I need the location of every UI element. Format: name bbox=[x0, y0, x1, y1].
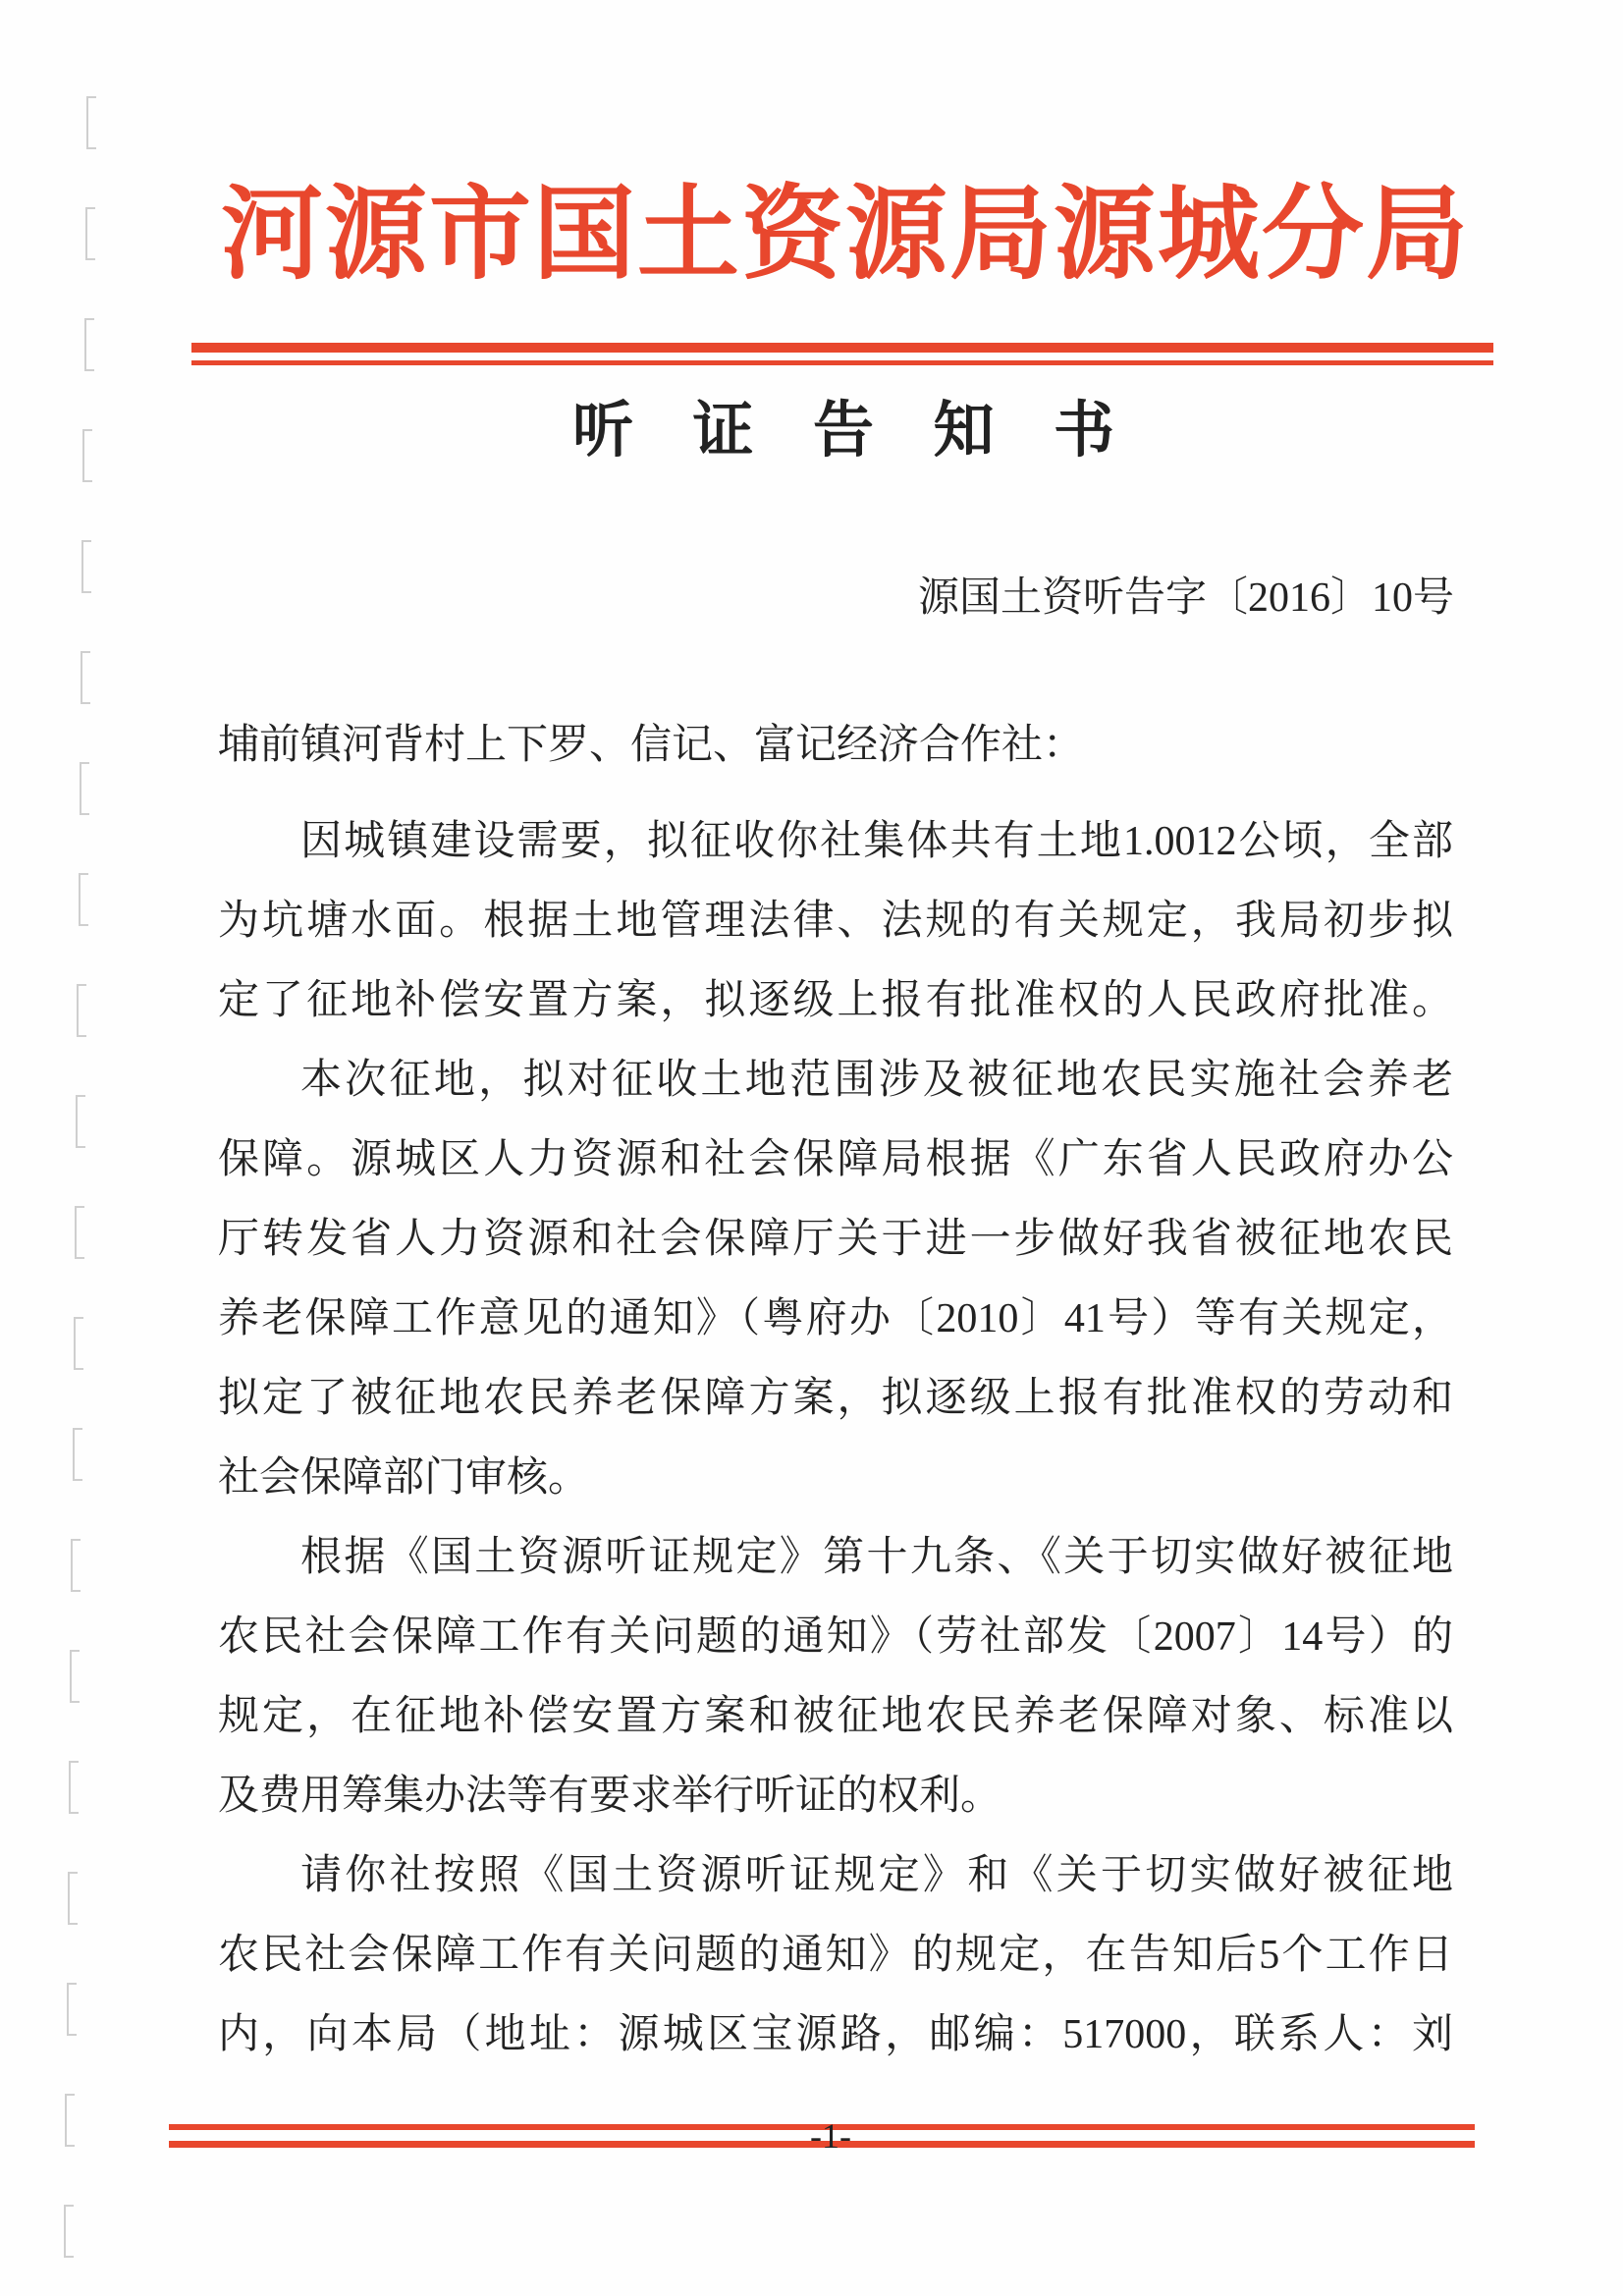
paragraph-line: 及费用筹集办法等有要求举行听证的权利。 bbox=[218, 1774, 1002, 1819]
paragraph-3 bbox=[218, 1518, 1453, 1836]
paragraph-line: 厅转发省人力资源和社会保障厅关于进一步做好我省被征地农民 bbox=[218, 1217, 1453, 1262]
binding-mark bbox=[64, 2205, 74, 2258]
paragraph-line: 农民社会保障工作有关问题的通知》的规定，在告知后5个工作日 bbox=[218, 1933, 1453, 1978]
paragraph-line: 为坑塘水面。根据土地管理法律、法规的有关规定，我局初步拟 bbox=[218, 899, 1453, 944]
page-number: -1- bbox=[810, 2116, 851, 2156]
binding-mark bbox=[81, 540, 91, 593]
notice-body bbox=[218, 802, 1453, 2075]
paragraph-line: 保障。源城区人力资源和社会保障局根据《广东省人民政府办公 bbox=[218, 1137, 1453, 1182]
binding-mark bbox=[80, 762, 89, 815]
binding-mark bbox=[86, 96, 96, 149]
paragraph-1 bbox=[218, 802, 1453, 1041]
document-number: 源国土资听告字〔2016〕10号 bbox=[917, 575, 1454, 621]
binding-mark bbox=[76, 1095, 85, 1148]
document-title: 听 证 告 知 书 bbox=[572, 398, 1114, 465]
binding-mark bbox=[77, 984, 86, 1037]
binding-mark bbox=[71, 1539, 81, 1592]
paragraph-line: 因城镇建设需要，拟征收你社集体共有土地1.0012公顷，全部 bbox=[300, 819, 1453, 864]
paragraph-line: 拟定了被征地农民养老保障方案，拟逐级上报有批准权的劳动和 bbox=[218, 1376, 1453, 1421]
paragraph-line: 定了征地补偿安置方案，拟逐级上报有批准权的人民政府批准。 bbox=[218, 978, 1453, 1023]
binding-mark bbox=[65, 2094, 75, 2147]
paragraph-line: 本次征地，拟对征收土地范围涉及被征地农民实施社会养老 bbox=[300, 1058, 1453, 1103]
binding-mark bbox=[68, 1872, 78, 1925]
recipient-line: 埔前镇河背村上下罗、信记、富记经济合作社： bbox=[218, 723, 1085, 768]
binding-mark bbox=[82, 429, 92, 482]
binding-mark bbox=[79, 873, 88, 926]
binding-mark bbox=[75, 1206, 84, 1259]
paragraph-line: 规定，在征地补偿安置方案和被征地农民养老保障对象、标准以 bbox=[218, 1694, 1453, 1739]
masthead-thick-red-rule bbox=[191, 343, 1493, 353]
paragraph-line: 内，向本局（地址：源城区宝源路，邮编：517000，联系人：刘 bbox=[218, 2012, 1453, 2057]
binding-mark bbox=[70, 1650, 80, 1703]
paragraph-line: 请你社按照《国土资源听证规定》和《关于切实做好被征地 bbox=[300, 1853, 1453, 1898]
binding-mark bbox=[67, 1983, 77, 2036]
paragraph-line: 根据《国土资源听证规定》第十九条、《关于切实做好被征地 bbox=[300, 1535, 1453, 1580]
paragraph-line: 农民社会保障工作有关问题的通知》（劳社部发〔2007〕14号）的 bbox=[218, 1614, 1453, 1660]
masthead-thin-red-rule bbox=[191, 360, 1493, 365]
binding-mark bbox=[85, 207, 95, 260]
binding-mark bbox=[73, 1428, 82, 1481]
binding-mark bbox=[81, 651, 90, 704]
binding-mark bbox=[69, 1761, 79, 1814]
binding-mark bbox=[84, 318, 94, 371]
paragraph-line: 社会保障部门审核。 bbox=[218, 1455, 590, 1501]
paragraph-line: 养老保障工作意见的通知》（粤府办〔2010〕41号）等有关规定， bbox=[218, 1296, 1453, 1341]
paragraph-2 bbox=[218, 1041, 1453, 1518]
issuing-authority-masthead: 河源市国土资源局源城分局 bbox=[221, 179, 1468, 292]
paragraph-4 bbox=[218, 1836, 1453, 2075]
binding-mark bbox=[74, 1317, 83, 1370]
